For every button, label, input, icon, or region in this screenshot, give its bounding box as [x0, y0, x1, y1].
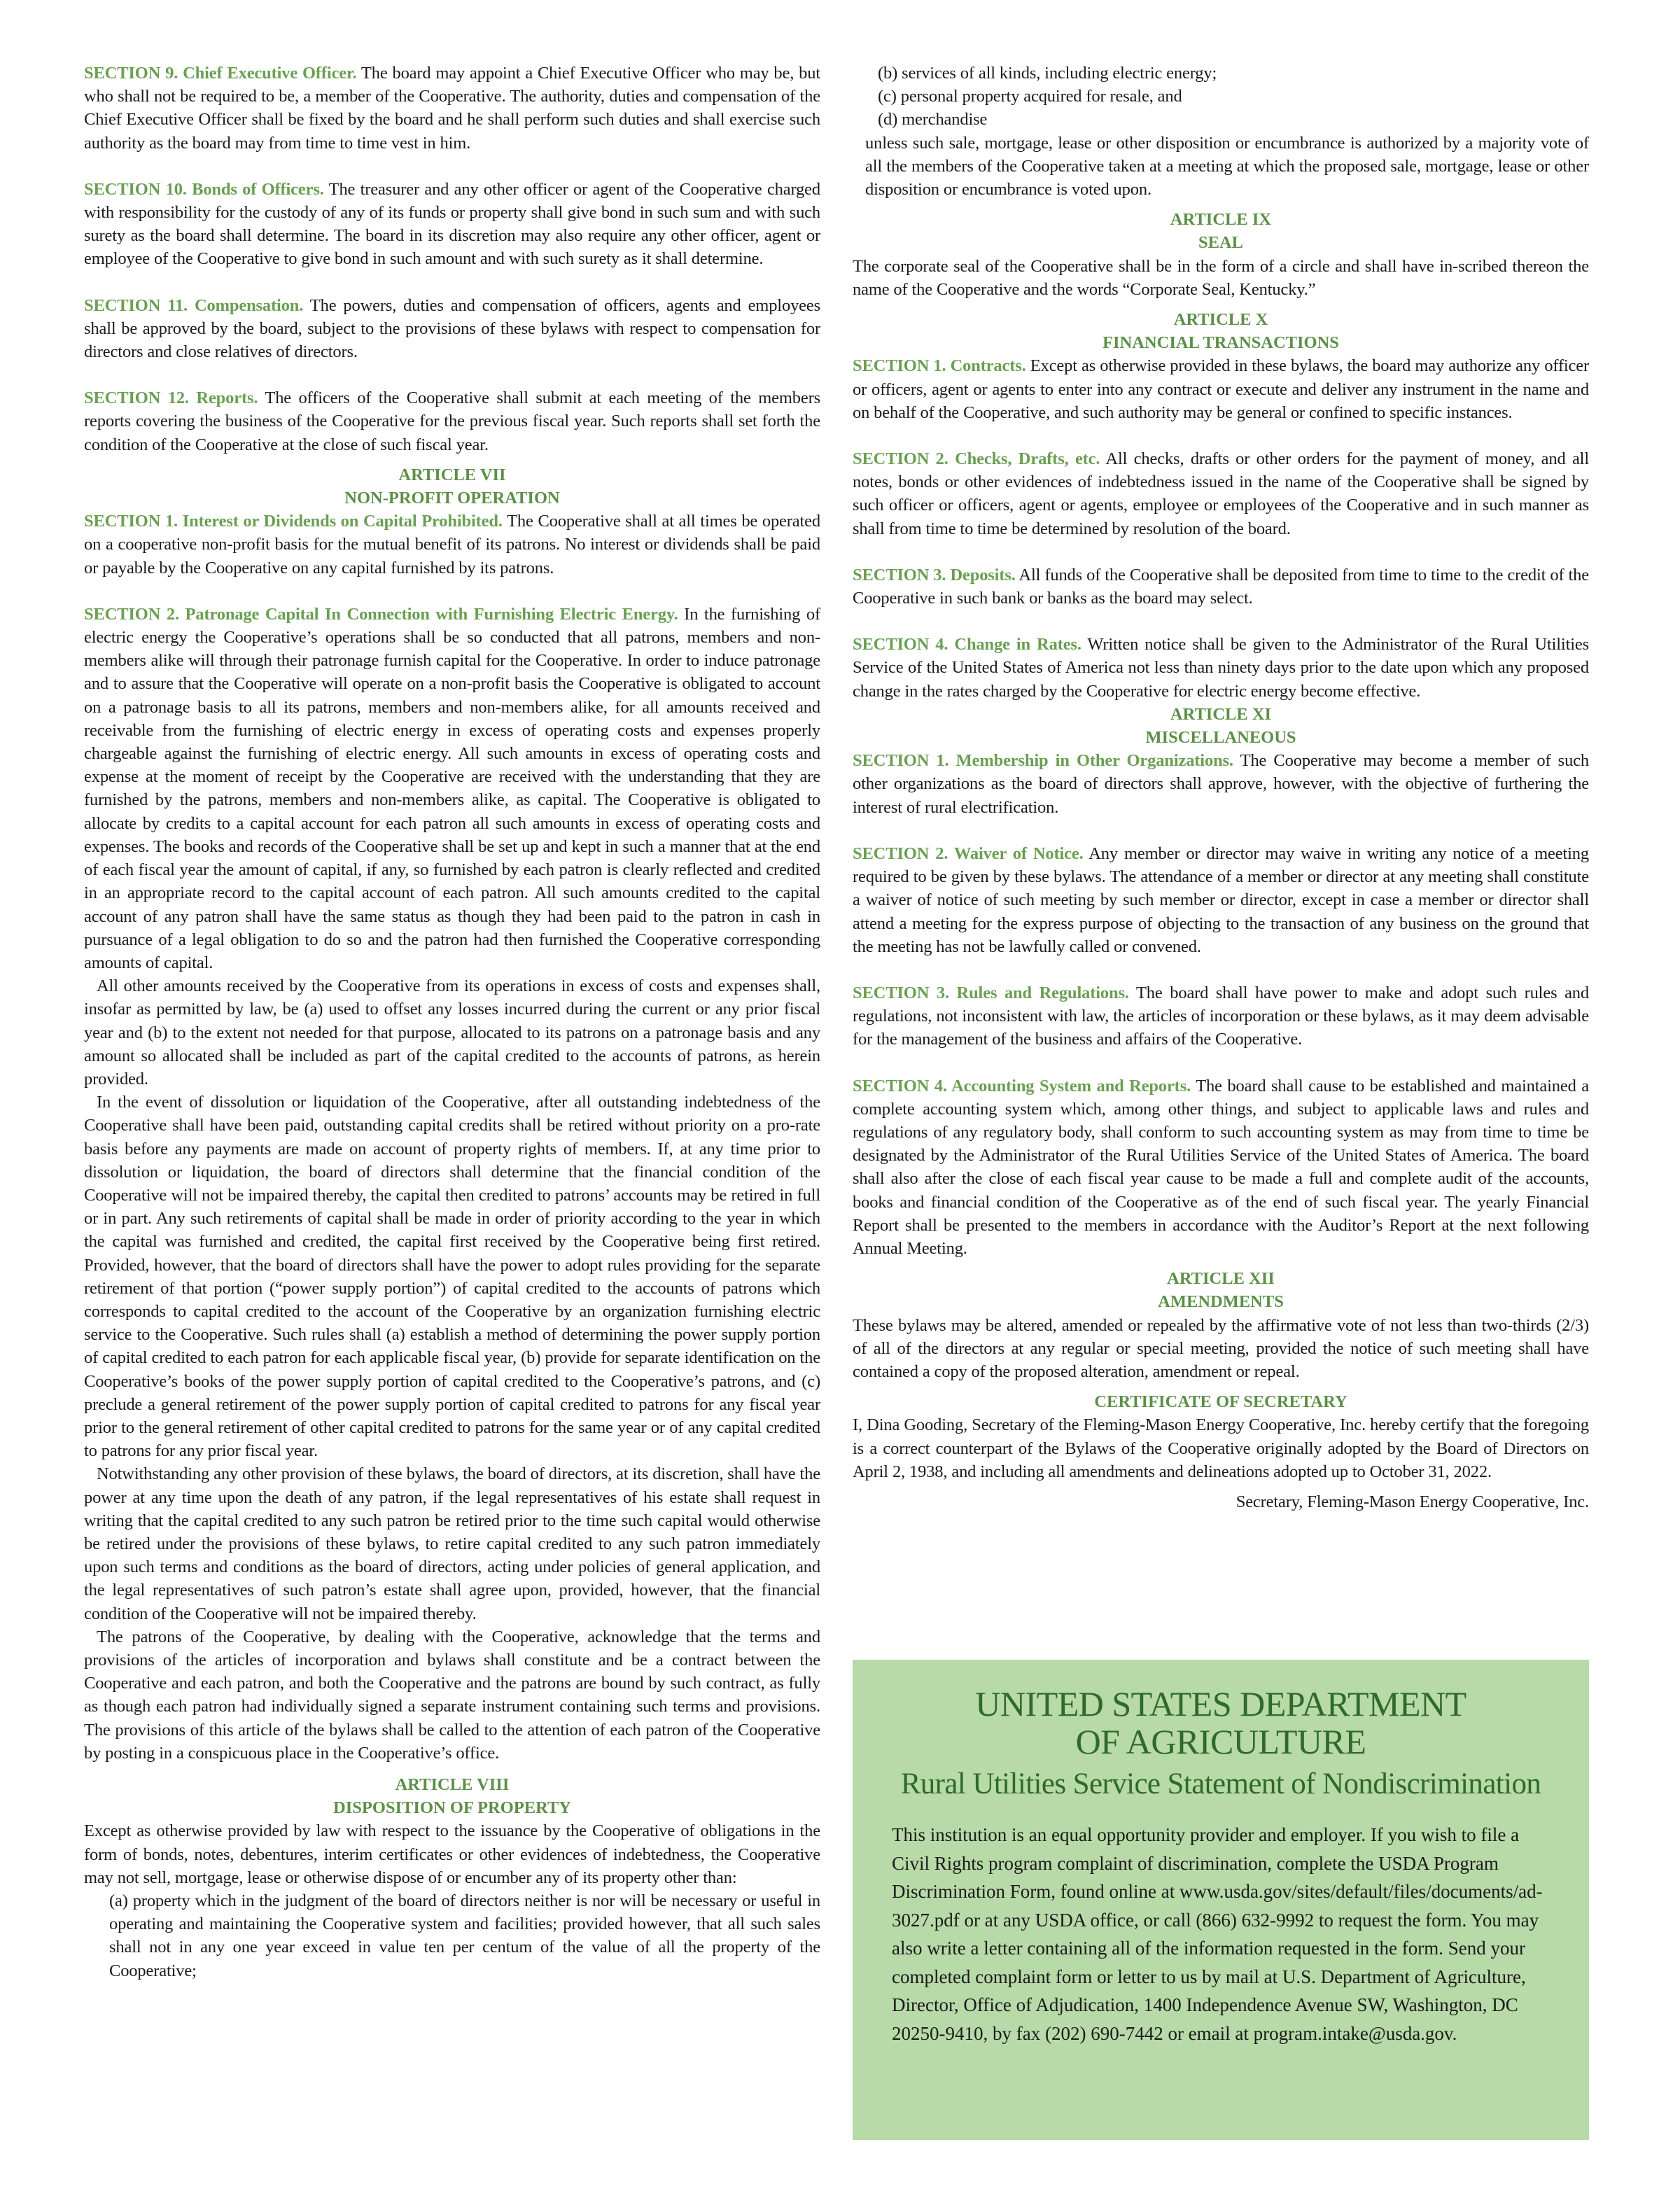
section-heading: SECTION 2. Waiver of Notice. — [853, 844, 1084, 863]
section-heading: SECTION 4. Accounting System and Reports. — [853, 1076, 1191, 1096]
article-11-number: ARTICLE XI — [1170, 704, 1272, 724]
section-heading: SECTION 2. Checks, Drafts, etc. — [853, 449, 1100, 469]
article-8-item-b: (b) services of all kinds, including electric energy; — [878, 64, 1217, 83]
usda-title-line-1: UNITED STATES DEPARTMENT — [975, 1684, 1466, 1723]
article-7-number: ARTICLE VII — [398, 465, 506, 484]
section-text: The treasurer and any other officer or agent of the Cooperative charged with responsibility for the custody of any of its funds or property shall give bond in such sum and with such surety as the board shall determine. The board in its discretion may also require any other officer, agent or employee of the Cooperative to give bond in such amount and with such surety as it shall determine. — [84, 179, 820, 269]
section-heading: SECTION 2. Patronage Capital In Connection with Furnishing Electric Energy. — [84, 604, 678, 624]
section-heading: SECTION 1. Contracts. — [853, 356, 1026, 376]
certificate-text: I, Dina Gooding, Secretary of the Fleming-Mason Energy Cooperative, Inc. hereby certify that the foregoing is a correct counterpart of the Bylaws of the Cooperative originally adopted by the Board of Directors on April 2, 1938, and including all amendments and delineations adopted up to October 31, 2022. — [853, 1415, 1589, 1481]
usda-nondiscrimination-box — [853, 1660, 1589, 2140]
section-heading: SECTION 3. Rules and Regulations. — [853, 983, 1129, 1002]
section-12 — [84, 386, 820, 456]
section-heading: SECTION 1. Membership in Other Organizations. — [853, 751, 1233, 771]
section-heading: SECTION 10. Bonds of Officers. — [84, 179, 324, 199]
article-8-title: DISPOSITION OF PROPERTY — [333, 1798, 571, 1818]
certificate-signature-line: Secretary, Fleming-Mason Energy Cooperative, Inc. — [1236, 1492, 1589, 1511]
article-10-title: FINANCIAL TRANSACTIONS — [1102, 333, 1339, 353]
article-8-text: Except as otherwise provided by law with respect to the issuance by the Cooperative of obligations in the form of bonds, notes, debentures, interim certificates or other evidences of indebtedness, the Cooperative may not sell, mortgage, lease or otherwise dispose of or encumber any of its property other than: — [84, 1821, 820, 1887]
article-10-section-4 — [853, 633, 1589, 703]
article-11-title: MISCELLANEOUS — [1145, 728, 1296, 748]
usda-title-line-2: OF AGRICULTURE — [1075, 1722, 1366, 1761]
left-column — [84, 62, 820, 1982]
right-column — [853, 62, 1589, 1513]
usda-subtitle: Rural Utilities Service Statement of Nondiscrimination — [900, 1768, 1541, 1800]
section-heading: SECTION 4. Change in Rates. — [853, 635, 1082, 654]
article-9-text: The corporate seal of the Cooperative shall be in the form of a circle and shall have in-scribed thereon the name of the Cooperative and the words “Corporate Seal, Kentucky.” — [853, 256, 1589, 299]
article-10-number: ARTICLE X — [1173, 310, 1268, 330]
article-11-section-3 — [853, 981, 1589, 1051]
article-11-section-2 — [853, 842, 1589, 958]
section-9 — [84, 62, 820, 155]
section-10 — [84, 178, 820, 271]
article-11-section-4 — [853, 1074, 1589, 1261]
section-text: The Cooperative shall at all times be operated on a cooperative non-profit basis for the mutual benefit of its patrons. No interest or dividends shall be paid or payable by the Cooperative on any capital furnished by its patrons. — [84, 512, 820, 578]
section-text: The officers of the Cooperative shall submit at each meeting of the members reports covering the business of the Cooperative for the previous fiscal year. Such reports shall set forth the condition of the Cooperative at the close of such fiscal year. — [84, 388, 821, 454]
section-text: All checks, drafts or other orders for the payment of money, and all notes, bonds or other evidences of indebtedness issued in the name of the Cooperative shall be signed by such officer or officers, agent or agents, employee or employees of the Cooperative and in such manner as shall from time to time be determined by resolution of the board. — [853, 449, 1589, 538]
article-8-number: ARTICLE VIII — [395, 1775, 510, 1795]
section-text: Any member or director may waive in writing any notice of a meeting required to be given by these bylaws. The attendance of a member or director at any meeting shall constitute a waiver of notice of such meeting by such member or director, except in case a member or director shall attend a meeting for the express purpose of objecting to the transaction of any business on the ground that the meeting has not be lawfully called or convened. — [853, 844, 1589, 956]
article-10-section-1 — [853, 354, 1589, 424]
article-8-tail: unless such sale, mortgage, lease or other disposition or encumbrance is authorized by a majority vote of all the members of the Cooperative taken at a meeting at which the proposed sale, mortgage, lease or other disposition or encumbrance is voted upon. — [865, 133, 1589, 200]
section-heading: SECTION 12. Reports. — [84, 388, 258, 408]
section-heading: SECTION 9. Chief Executive Officer. — [84, 64, 357, 83]
article-12-title: AMENDMENTS — [1158, 1292, 1284, 1312]
article-9-title: SEAL — [1198, 233, 1243, 253]
article-7-section-1 — [84, 510, 820, 580]
article-10-section-2 — [853, 447, 1589, 540]
article-7-section-2-paragraph: The patrons of the Cooperative, by dealing with the Cooperative, acknowledge that the terms and provisions of the articles of incorporation and bylaws shall constitute and be a contract between the Cooperative and each patron, and both the Cooperative and the patrons are bound by such contract, as fully as though each patron had individually signed a separate instrument containing such terms and provisions. The provisions of this article of the bylaws shall be called to the attention of each patron of the Cooperative by posting in a conspicuous place in the Cooperative’s office. — [84, 1627, 820, 1763]
section-text: The board may appoint a Chief Executive Officer who may be, but who shall not be required to be, a member of the Cooperative. The authority, duties and compensation of the Chief Executive Officer shall be fixed by the board and he shall perform such duties and shall exercise such authority as the board may from time to time vest in him. — [84, 64, 820, 153]
article-11-section-1 — [853, 749, 1589, 819]
section-text: All funds of the Cooperative shall be deposited from time to time to the credit of the Cooperative in such bank or banks as the board may select. — [853, 565, 1589, 608]
article-7-title: NON-PROFIT OPERATION — [344, 489, 560, 508]
section-text: Except as otherwise provided in these bylaws, the board may authorize any officer or officers, agent or agents to enter into any contract or execute and deliver any instrument in the name and on behalf of the Cooperative, and such authority may be general or confined to specific instances. — [853, 356, 1590, 422]
section-text: The powers, duties and compensation of officers, agents and employees shall be approved by the board, subject to the provisions of these bylaws with respect to compensation for directors and close relatives of directors. — [84, 295, 820, 362]
section-heading: SECTION 3. Deposits. — [853, 565, 1016, 584]
article-8-item-a: (a) property which in the judgment of the board of directors neither is nor will be necessary or useful in operating and maintaining the Cooperative system and facilities; provided however, that all such sales shall not in any one year exceed in value ten per centum of the value of all the property of the Cooperative; — [109, 1891, 820, 1980]
section-heading: SECTION 11. Compensation. — [84, 295, 304, 315]
article-8-item-d: (d) merchandise — [878, 110, 988, 130]
article-7-section-2-paragraph: All other amounts received by the Cooperative from its operations in excess of costs and expenses shall, insofar as permitted by law, be (a) used to offset any losses incurred during the current or any prior fiscal year and (b) to the extent not needed for that purpose, allocated to its patrons on a patronage basis and any amount so allocated shall be included as part of the capital credited to the accounts of patrons, as herein provided. — [84, 976, 820, 1088]
article-7-section-2-paragraph: Notwithstanding any other provision of these bylaws, the board of directors, at its discretion, shall have the power at any time upon the death of any patron, if the legal representatives of his estate shall request in writing that the capital credited to any such patron be retired prior to the time such capital would otherwise be retired under the provisions of these bylaws, to retire capital credited to any such patron immediately upon such terms and conditions as the board of directors, acting under policies of general application, and the legal representatives of such patron’s estate shall agree upon, provided, however, that the financial condition of the Cooperative will not be impaired thereby. — [84, 1464, 820, 1623]
article-12-number: ARTICLE XII — [1167, 1269, 1275, 1289]
article-8-item-c: (c) personal property acquired for resale, and — [878, 87, 1182, 106]
section-11 — [84, 294, 820, 364]
section-text: In the furnishing of electric energy the Cooperative’s operations shall be so conducted that all patrons, members and non-members alike will through their patronage furnish capital for the Cooperative. In order to induce patronage and to assure that the Cooperative will operate on a non-profit basis the Cooperative is obligated to account on a patronage basis to all its patrons, members and non-members alike, for all amounts received and receivable from the furnishing of electric energy in excess of operating costs and expenses properly chargeable against the furnishing of electric energy. All such amounts in excess of operating costs and expense at the moment of receipt by the Cooperative are received with the understanding that they are furnished by the patrons, members and non-members alike, as capital. The Cooperative is obligated to allocate by credits to a capital account for each patron all such amounts in excess of operating costs and expenses. The books and records of the Cooperative shall be set up and kept in such a manner that at the end of each fiscal year the amount of capital, if any, so furnished by each patron is clearly reflected and credited in an appropriate record to the capital account of each patron. All such amounts credited to the capital account of any patron shall have the same status as though they had been paid to the patron in cash in pursuance of a legal obligation to do so and the patron had then furnished the Cooperative corresponding amounts of capital. — [84, 604, 820, 972]
section-heading: SECTION 1. Interest or Dividends on Capital Prohibited. — [84, 512, 503, 531]
section-text: The board shall have power to make and adopt such rules and regulations, not inconsistent with law, the articles of incorporation or these bylaws, as it may deem advisable for the management of the business and affairs of the Cooperative. — [853, 983, 1589, 1049]
section-text: The board shall cause to be established and maintained a complete accounting system which, among other things, and subject to applicable laws and rules and regulations of any regulatory body, shall conform to such accounting system as may from time to time be designated by the Administrator of the Rural Utilities Service of the United States of America. The board shall also after the close of each fiscal year cause to be made a full and complete audit of the accounts, books and financial condition of the Cooperative as of the end of such fiscal year. The yearly Financial Report shall be presented to the members in accordance with the Auditor’s Report at the next following Annual Meeting. — [853, 1076, 1590, 1258]
article-10-section-3 — [853, 564, 1589, 610]
article-12-text: These bylaws may be altered, amended or repealed by the affirmative vote of not less than two-thirds (2/3) of all of the directors at any regular or special meeting, provided the notice of such meeting shall have contained a copy of the proposed alteration, amendment or repeal. — [853, 1315, 1589, 1381]
article-7-section-2-paragraph: In the event of dissolution or liquidation of the Cooperative, after all outstanding indebtedness of the Cooperative shall have been paid, outstanding capital credits shall be retired without priority on a pro-rate basis before any payments are made on account of property rights of members. If, at any time prior to dissolution or liquidation, the board of directors shall determine that the financial condition of the Cooperative will not be impaired thereby, the capital then credited to patrons’ accounts may be retired in full or in part. Any such retirements of capital shall be made in order of priority according to the year in which the capital was furnished and credited, the capital first received by the Cooperative being first retired. Provided, however, that the board of directors shall have the power to adopt rules providing for the separate retirement of that portion (“power supply portion”) of capital credited to the accounts of patrons which corresponds to capital credited to the account of the Cooperative by an organization furnishing electric service to the Cooperative. Such rules shall (a) establish a method of determining the power supply portion of capital credited to each patron for each applicable fiscal year, (b) provide for separate identification on the Cooperative’s books of the power supply portion of capital credited to the Cooperative’s patrons, and (c) preclude a general retirement of the power supply portion of capital credited to patrons for any fiscal year prior to the general retirement of other capital credited to patrons for the same year or of any capital credited to patrons for any prior fiscal year. — [84, 1093, 820, 1461]
usda-statement-body: This institution is an equal opportunity provider and employer. If you wish to file a Civil Rights program complaint of discrimination, complete the USDA Program Discrimination Form, found online at www.usda.gov/sites/default/files/documents/ad-3027.pdf or at any USDA office, or call (866) 632-9992 to request the form. You may also write a letter containing all of the information requested in the form. Send your completed complaint form or letter to us by mail at U.S. Department of Agriculture, Director, Office of Adjudication, 1400 Independence Avenue SW, Washington, DC 20250-9410, by fax (202) 690-7442 or email at program.intake@usda.gov. — [892, 1824, 1543, 2044]
section-text: The Cooperative may become a member of such other organizations as the board of directors shall approve, however, with the objective of furthering the interest of rural electrification. — [853, 751, 1589, 817]
article-7-section-2 — [84, 603, 820, 974]
section-text: Written notice shall be given to the Administrator of the Rural Utilities Service of the United States of America not less than ninety days prior to the date upon which any proposed change in the rates charged by the Cooperative for electric energy become effective. — [853, 635, 1589, 701]
certificate-title: CERTIFICATE OF SECRETARY — [1094, 1392, 1348, 1412]
article-9-number: ARTICLE IX — [1170, 210, 1272, 230]
